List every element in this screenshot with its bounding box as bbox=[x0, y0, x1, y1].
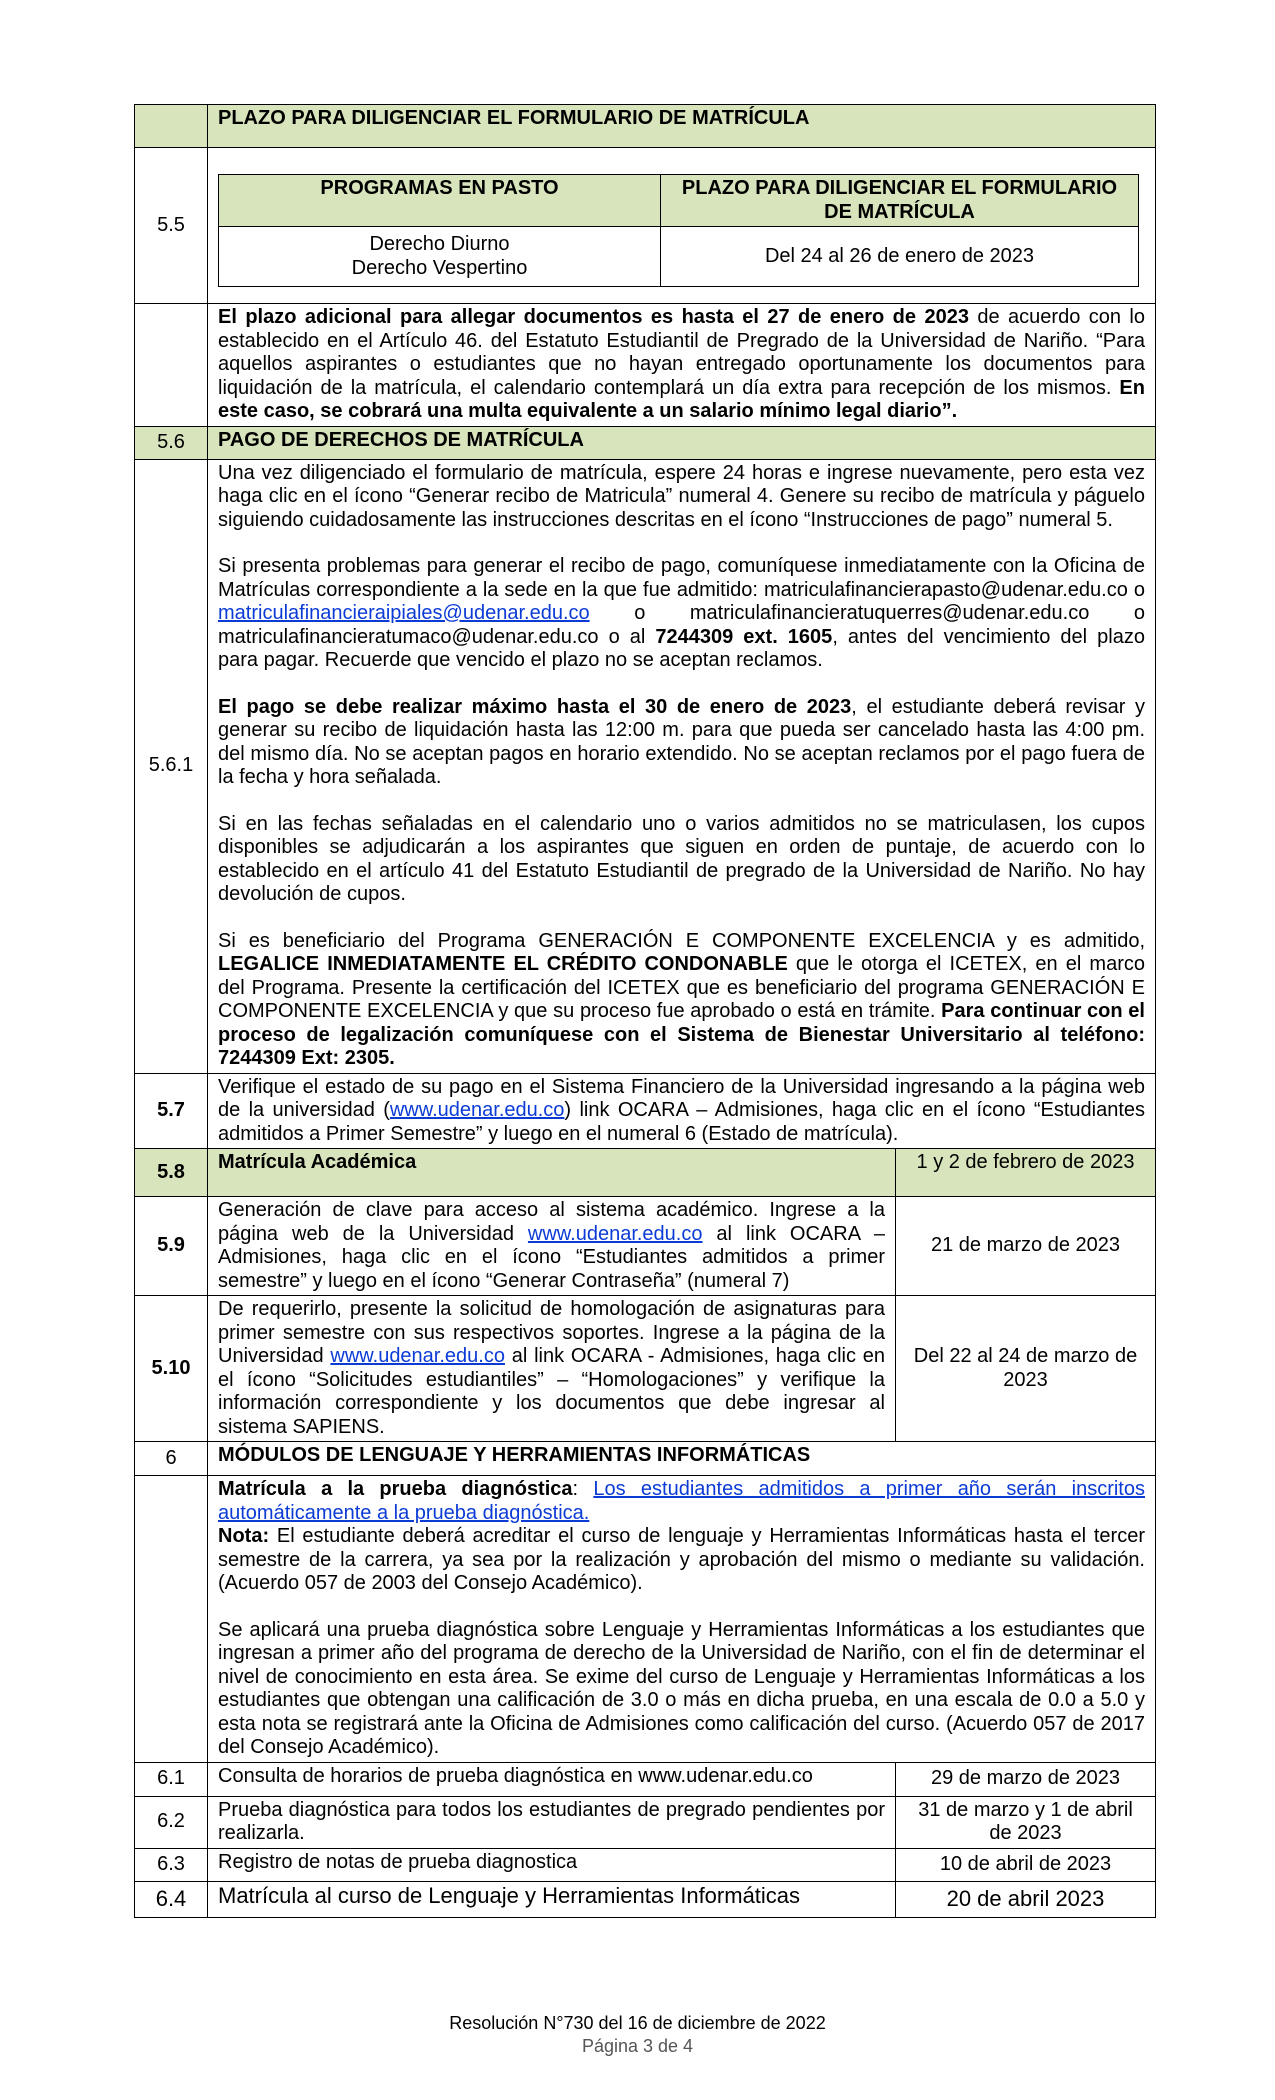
diagnostic-test-text bbox=[208, 1476, 1156, 1763]
body-text: , el estudiante deberá revisar y generar su recibo de liquidación hasta las 12:00 m. para que pueda ser cancelado hasta las 4:00 pm. del mismo día. No se aceptan pagos en horario extendido. No se aceptan reclamos por el pago fuera de la fecha y hora señalada. bbox=[218, 695, 1145, 788]
phone-number: 7244309 ext. 1605 bbox=[655, 625, 833, 648]
resolution-footer: Resolución N°730 del 16 de diciembre de 2022 bbox=[449, 2013, 826, 2033]
body-text: o matriculafinancieratuquerres@udenar.edu.co o matriculafinancieratumaco@udenar.edu.co o al bbox=[218, 602, 1145, 648]
row-number: 5.6 bbox=[135, 426, 208, 459]
row-number: 5.6.1 bbox=[135, 459, 208, 1073]
emphasis-text: El plazo adicional para allegar documentos es hasta el 27 de enero de 2023 bbox=[218, 306, 969, 328]
password-generation-text bbox=[208, 1197, 896, 1296]
activity-text: Consulta de horarios de prueba diagnóstica en www.udenar.edu.co bbox=[208, 1762, 896, 1796]
deadline-header: PLAZO PARA DILIGENCIAR EL FORMULARIO DE MATRÍCULA bbox=[661, 175, 1139, 227]
paragraph: Una vez diligenciado el formulario de matrícula, espere 24 horas e ingrese nuevamente, pero esta vez haga clic en el ícono “Generar recibo de Matricula” numeral 4. Genere su recibo de matrícula y páguelo siguiendo cuidadosamente las instrucciones descritas en el ícono “Instrucciones de pago” numeral 5. bbox=[218, 461, 1145, 531]
payment-instructions bbox=[208, 459, 1156, 1073]
body-text: : bbox=[572, 1478, 594, 1500]
payment-status-text bbox=[208, 1073, 1156, 1149]
activity-text: Registro de notas de prueba diagnostica bbox=[208, 1848, 896, 1881]
section-6-1-row bbox=[135, 1762, 1156, 1796]
row-number: 6.4 bbox=[135, 1881, 208, 1917]
website-link[interactable]: www.udenar.edu.co bbox=[527, 1222, 703, 1245]
emphasis-text: LEGALICE INMEDIATAMENTE EL CRÉDITO CONDONABLE bbox=[218, 953, 788, 975]
body-text: al link OCARA – Admisiones, haga clic en el ícono “Estudiantes admitidos a primer semestre” y luego en el ícono “Generar Contraseña” (numeral 7) bbox=[218, 1222, 885, 1292]
section-5-5-header-row bbox=[135, 105, 1156, 148]
section-5-8-row bbox=[135, 1149, 1156, 1197]
page-number: Página 3 de 4 bbox=[581, 2036, 694, 2056]
row-number-empty bbox=[135, 1476, 208, 1763]
paragraph bbox=[218, 696, 1145, 790]
section-title: Matrícula Académica bbox=[208, 1149, 896, 1197]
body-text: ) link OCARA – Admisiones, haga clic en el ícono “Estudiantes admitidos a Primer Semestre” y luego en el numeral 6 (Estado de matrícula). bbox=[218, 1099, 1145, 1145]
body-text: al link OCARA - Admisiones, haga clic en el ícono “Solicitudes estudiantiles” – “Homologaciones” y verifique la información correspondiente y los documentos que debe ingresar al sistema SAPIENS. bbox=[218, 1345, 885, 1438]
paragraph bbox=[218, 930, 1145, 1071]
programs-table bbox=[218, 174, 1139, 287]
section-5-5-row bbox=[135, 148, 1156, 304]
body-text: Si presenta problemas para generar el recibo de pago, comuníquese inmediatamente con la Oficina de Matrículas correspondiente a la sede en la que fue admitido: matriculafinancierapasto@udenar.edu.co o bbox=[218, 555, 1145, 601]
activity-text: Matrícula al curso de Lenguaje y Herramientas Informáticas bbox=[208, 1881, 896, 1917]
date-cell: 29 de marzo de 2023 bbox=[896, 1762, 1156, 1796]
row-number: 5.9 bbox=[135, 1197, 208, 1296]
body-text: Generación de clave para acceso al sistema académico. Ingrese a la página web de la Universidad bbox=[218, 1199, 885, 1245]
row-number-empty bbox=[135, 105, 208, 148]
row-number: 6.1 bbox=[135, 1762, 208, 1796]
paragraph bbox=[218, 555, 1145, 673]
emphasis-text: Matrícula a la prueba diagnóstica bbox=[218, 1478, 573, 1500]
section-5-10-row bbox=[135, 1296, 1156, 1442]
date-cell: 20 de abril 2023 bbox=[896, 1881, 1156, 1917]
deadline-cell: Del 24 al 26 de enero de 2023 bbox=[661, 227, 1139, 287]
activity-text: Prueba diagnóstica para todos los estudiantes de pregrado pendientes por realizarla. bbox=[208, 1796, 896, 1848]
paragraph bbox=[218, 1478, 1145, 1596]
section-title: PAGO DE DERECHOS DE MATRÍCULA bbox=[208, 426, 1156, 459]
programs-header: PROGRAMAS EN PASTO bbox=[219, 175, 661, 227]
paragraph: Se aplicará una prueba diagnóstica sobre Lenguaje y Herramientas Informáticas a los estudiantes que ingresan a primer año del programa de derecho de la Universidad de Nariño, con el fin de determinar el nivel de conocimiento en esta área. Se exime del curso de Lenguaje y Herramientas Informáticas a los estudiantes que obtengan una calificación de 3.0 o más en dicha prueba, en una escala de 0.0 a 5.0 y esta nota se registrará ante la Oficina de Admisiones como calificación del curso. (Acuerdo 057 de 2017 del Consejo Académico). bbox=[218, 1618, 1145, 1758]
date-cell: 1 y 2 de febrero de 2023 bbox=[896, 1149, 1156, 1197]
row-number: 5.8 bbox=[135, 1149, 208, 1197]
body-text: de acuerdo con lo establecido en el Artículo 46. del Estatuto Estudiantil de Pregrado de la Universidad de Nariño. “Para aquellos aspirantes o estudiantes que no hayan entregado oportunamente los documentos para liquidación de la matrícula, el calendario contemplará un día extra para recepción de los mismos. bbox=[218, 306, 1145, 399]
section-6-body-row bbox=[135, 1476, 1156, 1763]
date-cell: 31 de marzo y 1 de abril de 2023 bbox=[896, 1796, 1156, 1848]
section-5-7-row bbox=[135, 1073, 1156, 1149]
calendar-table bbox=[134, 104, 1156, 1918]
programs-table-header bbox=[219, 175, 1139, 227]
paragraph: Si en las fechas señaladas en el calendario uno o varios admitidos no se matriculasen, los cupos disponibles se adjudicarán a los aspirantes que siguen en orden de puntaje, de acuerdo con lo establecido en el artículo 41 del Estatuto Estudiantil de pregrado de la Universidad de Nariño. No hay devolución de cupos. bbox=[218, 812, 1145, 905]
section-title: MÓDULOS DE LENGUAJE Y HERRAMIENTAS INFORMÁTICAS bbox=[208, 1442, 1156, 1476]
section-6-header-row bbox=[135, 1442, 1156, 1476]
row-number: 5.10 bbox=[135, 1296, 208, 1442]
row-number: 5.5 bbox=[135, 148, 208, 304]
emphasis-text: El pago se debe realizar máximo hasta el 30 de enero de 2023 bbox=[218, 695, 852, 718]
additional-deadline-row bbox=[135, 304, 1156, 427]
section-6-3-row bbox=[135, 1848, 1156, 1881]
additional-deadline-text bbox=[208, 304, 1156, 427]
section-5-9-row bbox=[135, 1197, 1156, 1296]
date-cell: Del 22 al 24 de marzo de 2023 bbox=[896, 1296, 1156, 1442]
program-name: Derecho Vespertino bbox=[351, 256, 528, 279]
body-text: Verifique el estado de su pago en el Sistema Financiero de la Universidad ingresando a la página web de la universidad ( bbox=[218, 1075, 1145, 1121]
section-5-6-header-row bbox=[135, 426, 1156, 459]
website-link[interactable]: www.udenar.edu.co bbox=[389, 1099, 565, 1121]
body-text: Si es beneficiario del Programa GENERACIÓN E COMPONENTE EXCELENCIA y es admitido, bbox=[218, 929, 1145, 952]
section-6-4-row bbox=[135, 1881, 1156, 1917]
row-number: 6.2 bbox=[135, 1796, 208, 1848]
email-link[interactable]: matriculafinancieraipiales@udenar.edu.co bbox=[218, 602, 590, 624]
date-cell: 10 de abril de 2023 bbox=[896, 1848, 1156, 1881]
program-name: Derecho Diurno bbox=[369, 233, 510, 255]
section-title: PLAZO PARA DILIGENCIAR EL FORMULARIO DE MATRÍCULA bbox=[208, 105, 1156, 148]
row-number-empty bbox=[135, 304, 208, 427]
diagnostic-link[interactable]: Los estudiantes admitidos a primer año serán inscritos automáticamente a la prueba diagnóstica. bbox=[218, 1478, 1145, 1524]
body-text: que le otorga el ICETEX, en el marco del Programa. Presente la certificación del ICETEX que es beneficiario del programa GENERACIÓN E COMPONENTE EXCELENCIA y que su proceso fue aprobado o está en trámite. bbox=[218, 953, 1145, 1022]
section-5-6-1-row bbox=[135, 459, 1156, 1073]
note-label: Nota: bbox=[218, 1525, 270, 1547]
body-text: De requerirlo, presente la solicitud de homologación de asignaturas para primer semestre con sus respectivos soportes. Ingrese a la página de la Universidad bbox=[218, 1298, 885, 1367]
programs-table-row bbox=[219, 227, 1139, 287]
homologation-text bbox=[208, 1296, 896, 1442]
body-text: El estudiante deberá acreditar el curso de lenguaje y Herramientas Informáticas hasta el tercer semestre de la carrera, ya sea por la realización y aprobación del mismo o mediante su validación. (Acuerdo 057 de 2003 del Consejo Académico). bbox=[218, 1525, 1145, 1594]
section-6-2-row bbox=[135, 1796, 1156, 1848]
programs-cell bbox=[219, 227, 661, 287]
inner-table-cell bbox=[208, 148, 1156, 304]
emphasis-text: En este caso, se cobrará una multa equivalente a un salario mínimo legal diario”. bbox=[218, 376, 1145, 422]
date-cell: 21 de marzo de 2023 bbox=[896, 1197, 1156, 1296]
body-text: , antes del vencimiento del plazo para pagar. Recuerde que vencido el plazo no se aceptan reclamos. bbox=[218, 625, 1145, 671]
row-number: 5.7 bbox=[135, 1073, 208, 1149]
row-number: 6 bbox=[135, 1442, 208, 1476]
website-link[interactable]: www.udenar.edu.co bbox=[330, 1345, 505, 1367]
row-number: 6.3 bbox=[135, 1848, 208, 1881]
emphasis-text: Para continuar con el proceso de legalización comuníquese con el Sistema de Bienestar Universitario al teléfono: 7244309 Ext: 2305. bbox=[218, 1000, 1145, 1069]
